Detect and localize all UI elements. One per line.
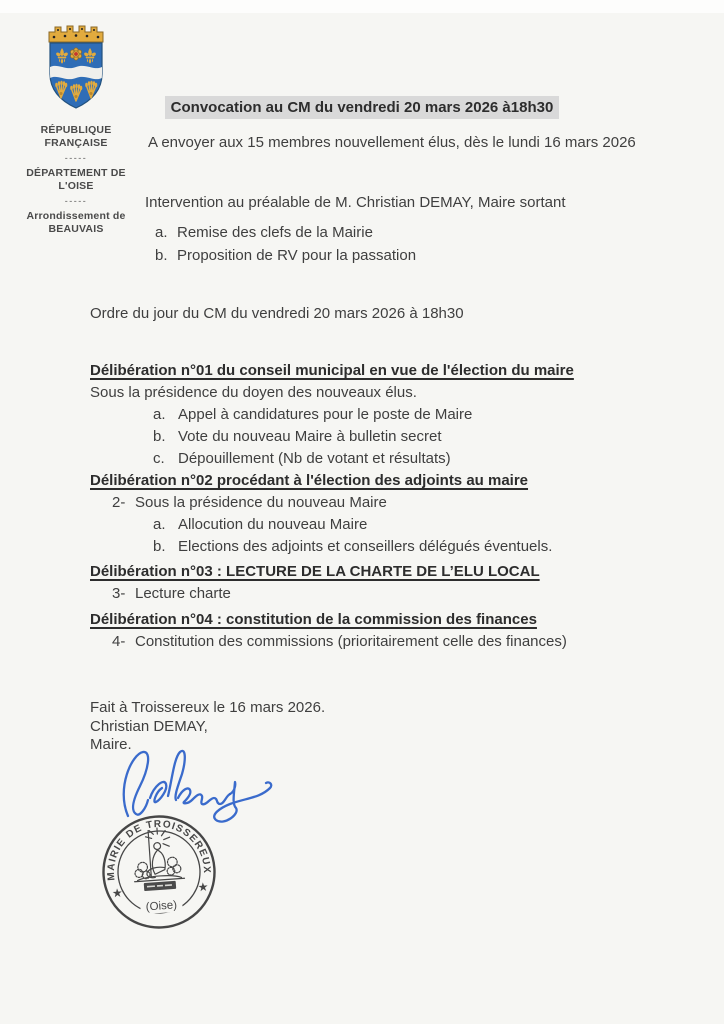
list-marker: a. [155,224,168,241]
list-marker: b. [153,428,166,445]
agenda-title: Ordre du jour du CM du vendredi 20 mars 2026 à 18h30 [90,305,464,322]
star-icon: ★ [197,879,210,895]
list-marker: a. [153,406,166,423]
list-text: Allocution du nouveau Maire [178,516,368,533]
closing-signatory: Christian DEMAY, [90,717,208,735]
deliberation-01 [90,360,650,470]
deliberation-04-heading: Délibération n°04 : constitution de la commission des finances [90,611,537,628]
deliberation-04 [90,609,650,653]
list-text: Proposition de RV pour la passation [177,247,417,264]
notice-line: A envoyer aux 15 membres nouvellement élus, dès le lundi 16 mars 2026 [148,134,636,151]
scan-edge [0,0,724,13]
list-item [90,514,650,536]
republique-line-2: FRANÇAISE [44,137,108,149]
stamp-arc-text: MAIRIE DE TROISSEREUX [105,818,213,882]
list-marker: b. [155,247,168,264]
document-title-row [0,96,724,119]
deliberation-01-heading: Délibération n°01 du conseil municipal en vue de l'élection du maire [90,362,574,379]
separator-dashes: ----- [64,196,88,206]
list-text: Lecture charte [135,585,231,602]
arrondissement-line-1: Arrondissement de [26,210,126,222]
list-text: Constitution des commissions (prioritairement celle des finances) [135,633,567,650]
stamp-motto-banner [144,881,176,891]
list-item [90,404,650,426]
deliberation-01-subline: Sous la présidence du doyen des nouveaux élus. [90,384,417,401]
list-text: Elections des adjoints et conseillers délégués éventuels. [178,538,553,555]
star-icon: ★ [111,885,124,901]
mairie-stamp [95,808,223,936]
intervention-section [145,191,565,267]
list-marker: a. [153,516,166,533]
document-title: Convocation au CM du vendredi 20 mars 2026 à18h30 [165,96,560,119]
list-text: Vote du nouveau Maire à bulletin secret [178,428,442,445]
list-item [90,426,650,448]
stamp-bottom-text: (Oise) [145,899,178,914]
list-item [155,221,565,244]
list-marker: c. [153,450,165,467]
deliberation-02 [90,470,650,558]
list-text: Dépouillement (Nb de votant et résultats) [178,450,451,467]
list-item [90,583,650,605]
deliberation-02-heading: Délibération n°02 procédant à l'élection des adjoints au maire [90,472,529,489]
list-item [90,448,650,470]
list-text: Appel à candidatures pour le poste de Maire [178,406,473,423]
svg-text:MAIRIE DE TROISSEREUX [102,815,212,881]
republique-line-1: RÉPUBLIQUE [40,124,112,136]
list-text: Remise des clefs de la Mairie [177,224,373,241]
departement-line-1: DÉPARTEMENT DE [26,167,126,179]
separator-dashes: ----- [64,153,88,163]
deliberation-03-heading: Délibération n°03 : LECTURE DE LA CHARTE DE L’ELU LOCAL [90,563,540,580]
list-marker: 3- [112,585,126,602]
list-marker: b. [153,538,166,555]
list-marker: 2- [112,494,126,511]
letterhead [15,22,137,238]
list-item [90,631,650,653]
arrondissement-line-2: BEAUVAIS [48,223,104,235]
list-marker: 4- [112,633,126,650]
departement-line-2: L'OISE [58,180,94,192]
closing-role: Maire. [90,736,132,753]
list-item [155,244,565,267]
list-item [90,492,650,514]
intervention-intro: Intervention au préalable de M. Christian DEMAY, Maire sortant [145,194,566,211]
deliberation-03 [90,561,650,605]
list-item [90,536,650,558]
list-text: Sous la présidence du nouveau Maire [135,494,387,511]
closing-place-date: Fait à Troissereux le 16 mars 2026. [90,699,326,716]
